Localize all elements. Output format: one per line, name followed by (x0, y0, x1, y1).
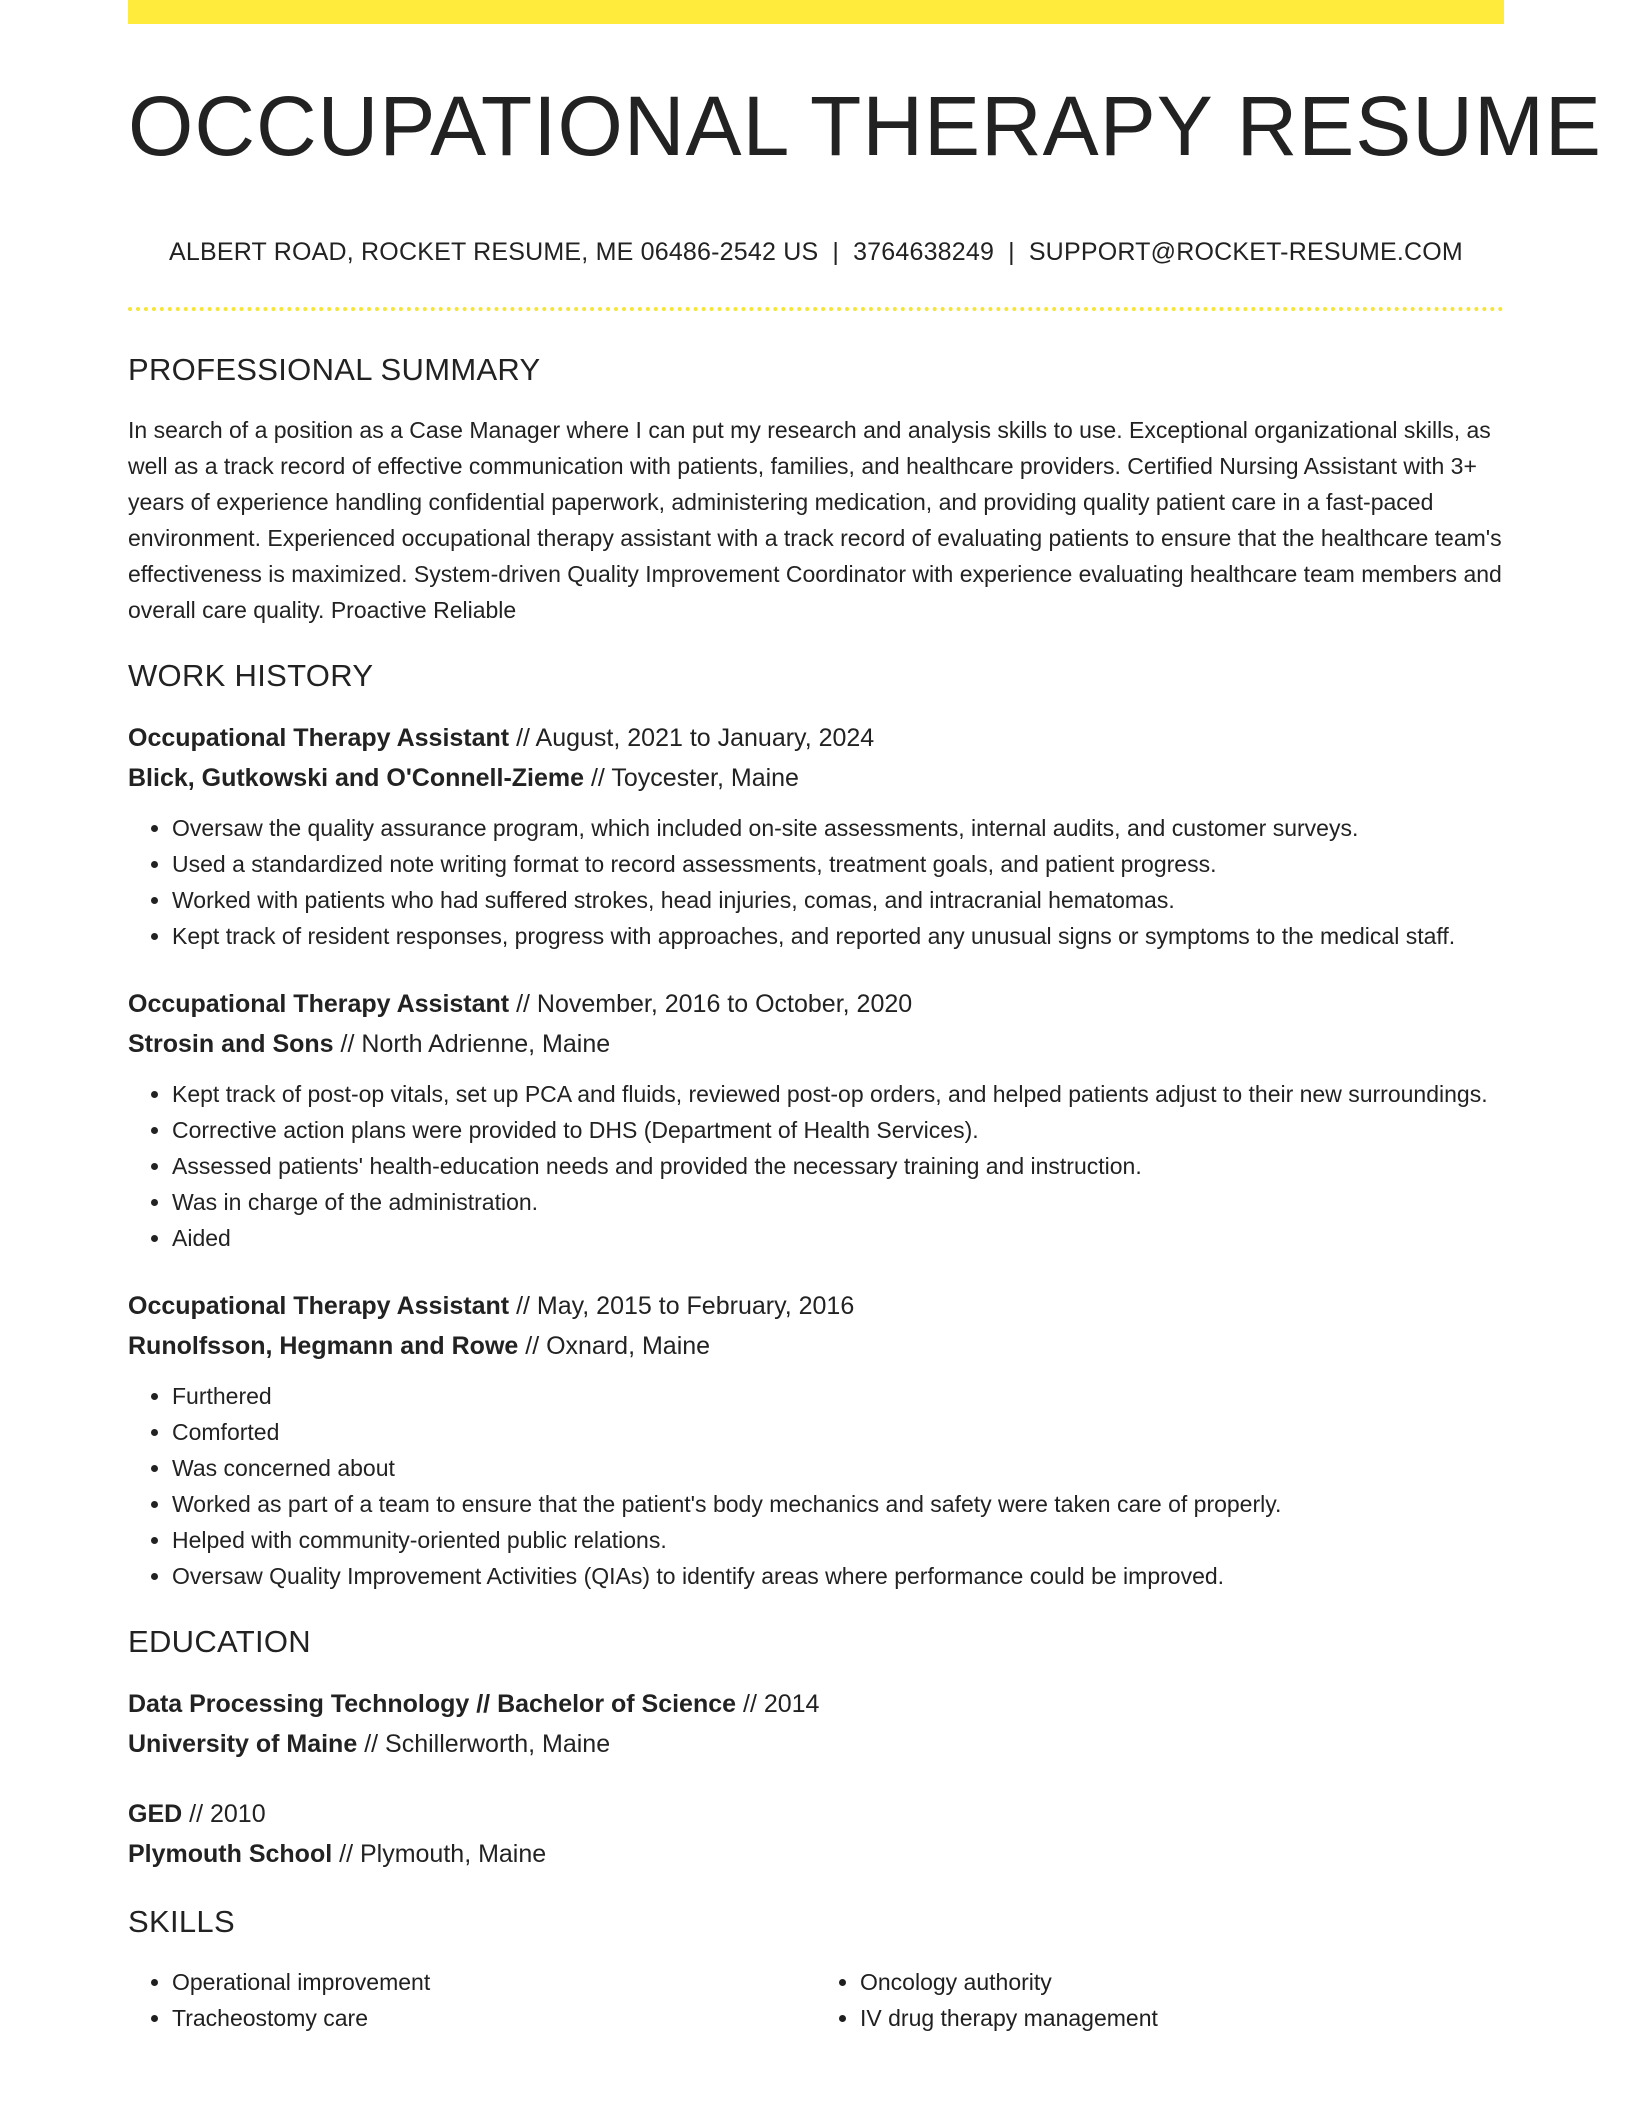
education-section (128, 1624, 1504, 1874)
job-dates: // May, 2015 to February, 2016 (516, 1292, 855, 1320)
job-title-line (128, 1286, 1504, 1326)
list-item: • Oversaw Quality Improvement Activities (QIAs) to identify areas where performance could be improved. (172, 1558, 1504, 1594)
degree-line (128, 1794, 1504, 1834)
header-divider (128, 307, 1504, 311)
list-item: • Worked as part of a team to ensure that the patient's body mechanics and safety were taken care of properly. (172, 1486, 1504, 1522)
job-company: Strosin and Sons (128, 1030, 334, 1058)
job-company-line (128, 758, 1504, 798)
degree: GED (128, 1800, 183, 1828)
education-heading: EDUCATION (128, 1624, 311, 1659)
list-item: • Kept track of resident responses, progress with approaches, and reported any unusual signs or symptoms to the medical staff. (172, 918, 1504, 954)
job-title: Occupational Therapy Assistant (128, 724, 510, 752)
job-location: // Oxnard, Maine (525, 1332, 711, 1360)
skills-list-left (128, 1964, 816, 2036)
summary-heading: PROFESSIONAL SUMMARY (128, 352, 541, 387)
list-item: • Was in charge of the administration. (172, 1184, 1504, 1220)
list-item: • Corrective action plans were provided to DHS (Department of Health Services). (172, 1112, 1504, 1148)
address: ALBERT ROAD, ROCKET RESUME, ME 06486-2542 US (169, 238, 819, 266)
skills-columns (128, 1964, 1504, 2036)
job-title-line (128, 984, 1504, 1024)
list-item: • Helped with community-oriented public relations. (172, 1522, 1504, 1558)
school-location: // Schillerworth, Maine (364, 1730, 611, 1758)
degree-year: // 2014 (743, 1690, 820, 1718)
list-item: • Furthered (172, 1378, 1504, 1414)
education-entry (128, 1794, 1504, 1874)
school-line (128, 1724, 1504, 1764)
job-entry (128, 984, 1504, 1256)
accent-bar (128, 0, 1504, 24)
school-location: // Plymouth, Maine (339, 1840, 547, 1868)
job-bullets (128, 810, 1504, 954)
list-item: • Oncology authority (860, 1964, 1504, 2000)
phone: 3764638249 (853, 238, 995, 266)
email: SUPPORT@ROCKET-RESUME.COM (1028, 238, 1463, 266)
job-company-line (128, 1024, 1504, 1064)
job-bullets (128, 1076, 1504, 1256)
list-item: • Aided (172, 1220, 1504, 1256)
skills-section (128, 1904, 1504, 2036)
job-location: // North Adrienne, Maine (340, 1030, 611, 1058)
school: Plymouth School (128, 1840, 333, 1868)
resume-body (128, 352, 1504, 2036)
job-location: // Toycester, Maine (590, 764, 799, 792)
list-item: • Operational improvement (172, 1964, 816, 2000)
job-title: Occupational Therapy Assistant (128, 1292, 510, 1320)
list-item: • Comforted (172, 1414, 1504, 1450)
list-item: • Oversaw the quality assurance program, which included on-site assessments, internal audits, and customer surveys. (172, 810, 1504, 846)
job-entry (128, 1286, 1504, 1594)
skills-list-right (816, 1964, 1504, 2036)
list-item: • Assessed patients' health-education needs and provided the necessary training and instruction. (172, 1148, 1504, 1184)
skills-heading: SKILLS (128, 1904, 235, 1939)
job-entry (128, 718, 1504, 954)
job-title: Occupational Therapy Assistant (128, 990, 510, 1018)
resume-title: OCCUPATIONAL THERAPY RESUME (128, 79, 1602, 173)
job-company: Runolfsson, Hegmann and Rowe (128, 1332, 519, 1360)
degree-line (128, 1684, 1504, 1724)
list-item: • Worked with patients who had suffered strokes, head injuries, comas, and intracranial hematomas. (172, 882, 1504, 918)
contact-separator: | (1008, 238, 1015, 266)
job-bullets (128, 1378, 1504, 1594)
list-item: • Kept track of post-op vitals, set up PCA and fluids, reviewed post-op orders, and helped patients adjust to their new surroundings. (172, 1076, 1504, 1112)
summary-text: In search of a position as a Case Manager where I can put my research and analysis skills to use. Exceptional organizational skills, as well as a track record of effective communication with patients, families, and healthcare providers. Certified Nursing Assistant with 3+ years of experience handling confidential paperwork, administering medication, and providing quality patient care in a fast-paced environment. Experienced occupational therapy assistant with a track record of evaluating patients to ensure that the healthcare team's effectiveness is maximized. System-driven Quality Improvement Coordinator with experience evaluating healthcare team members and overall care quality. Proactive Reliable (128, 417, 1502, 623)
job-dates: // August, 2021 to January, 2024 (516, 724, 875, 752)
school: University of Maine (128, 1730, 358, 1758)
list-item: • Tracheostomy care (172, 2000, 816, 2036)
job-company: Blick, Gutkowski and O'Connell-Zieme (128, 764, 585, 792)
work-heading: WORK HISTORY (128, 658, 374, 693)
list-item: • Was concerned about (172, 1450, 1504, 1486)
contact-line (128, 238, 1504, 267)
school-line (128, 1834, 1504, 1874)
list-item: • Used a standardized note writing format to record assessments, treatment goals, and patient progress. (172, 846, 1504, 882)
job-title-line (128, 718, 1504, 758)
job-company-line (128, 1326, 1504, 1366)
summary-section (128, 352, 1504, 628)
education-entry (128, 1684, 1504, 1764)
job-dates: // November, 2016 to October, 2020 (516, 990, 913, 1018)
degree: Data Processing Technology // Bachelor of Science (128, 1690, 737, 1718)
degree-year: // 2010 (189, 1800, 266, 1828)
contact-separator: | (832, 238, 840, 266)
list-item: • IV drug therapy management (860, 2000, 1504, 2036)
work-section (128, 658, 1504, 1594)
